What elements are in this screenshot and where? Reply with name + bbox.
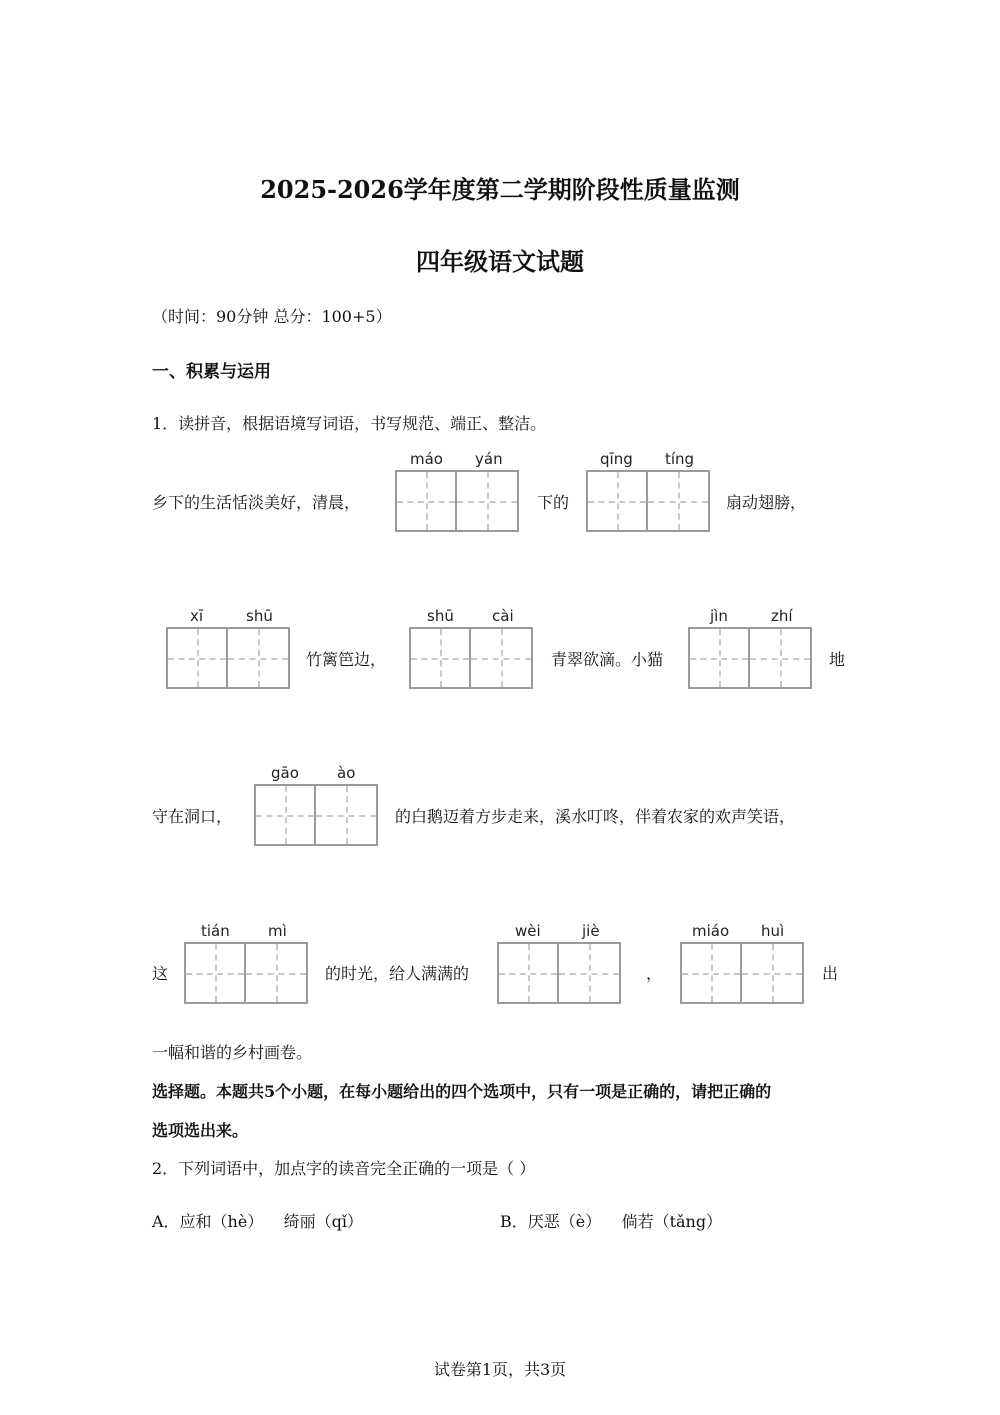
pinyin-label: qīng [600,450,633,468]
page-footer: 试卷第1页，共3页 [433,1360,567,1379]
pinyin-label: máo [410,450,443,468]
pinyin-label: tíng [665,450,695,468]
writing-grid[interactable] [184,942,308,1004]
passage-text: 地 [829,650,846,669]
question-2-prompt: 2．下列词语中，加点字的读音完全正确的一项是（ ） [152,1159,536,1178]
passage-text: 出 [822,964,839,983]
choice-instructions: 选择题。本题共5个小题，在每小题给出的四个选项中，只有一项是正确的，请把正确的 [152,1082,772,1101]
passage-text: 下的 [537,493,570,512]
passage-text: 守在洞口， [152,807,233,826]
passage-text: 竹篱笆边， [306,650,387,669]
passage-text: 一幅和谐的乡村画卷。 [152,1043,313,1062]
writing-grid[interactable] [254,784,378,846]
exam-meta: （时间：90分钟 总分：100+5） [152,307,392,326]
passage-text: 乡下的生活恬淡美好，清晨， [152,493,361,512]
writing-grid[interactable] [497,942,621,1004]
pinyin-label: tián [201,922,230,940]
passage-text: 扇动翅膀， [726,493,807,512]
pinyin-label: miáo [692,922,730,940]
exam-subtitle: 四年级语文试题 [416,247,584,276]
writing-grid[interactable] [586,470,710,532]
writing-grid[interactable] [680,942,804,1004]
writing-grid[interactable] [395,470,519,532]
pinyin-label: yán [475,450,503,468]
section-heading: 一、积累与运用 [152,362,271,382]
writing-grid[interactable] [166,627,290,689]
passage-text: 的时光，给人满满的 [325,964,470,983]
passage-text: ， [646,964,663,983]
pinyin-label: jìn [710,607,728,625]
passage-text: 青翠欲滴。小猫 [551,650,664,669]
pinyin-label: gāo [271,764,299,782]
writing-grid[interactable] [688,627,812,689]
pinyin-label: zhí [771,607,793,625]
pinyin-label: wèi [515,922,541,940]
pinyin-label: ào [337,764,356,782]
passage-text: 这 [152,964,169,983]
pinyin-label: mì [268,922,287,940]
exam-title: 2025-2026学年度第二学期阶段性质量监测 [260,175,740,204]
pinyin-label: shū [427,607,454,625]
pinyin-label: cài [492,607,514,625]
passage-text: 的白鹅迈着方步走来，溪水叮咚，伴着农家的欢声笑语， [395,807,796,826]
pinyin-label: shū [246,607,273,625]
pinyin-label: jiè [582,922,600,940]
question-1-prompt: 1．读拼音，根据语境写词语，书写规范、端正、整洁。 [152,414,547,433]
writing-grid[interactable] [409,627,533,689]
option-a[interactable]: A．应和（hè） 绮丽（qǐ） [152,1212,364,1231]
pinyin-label: xī [190,607,204,625]
choice-instructions: 选项选出来。 [152,1121,249,1140]
pinyin-label: huì [761,922,785,940]
option-b[interactable]: B．厌恶（è） 倘若（tǎng） [500,1212,723,1231]
